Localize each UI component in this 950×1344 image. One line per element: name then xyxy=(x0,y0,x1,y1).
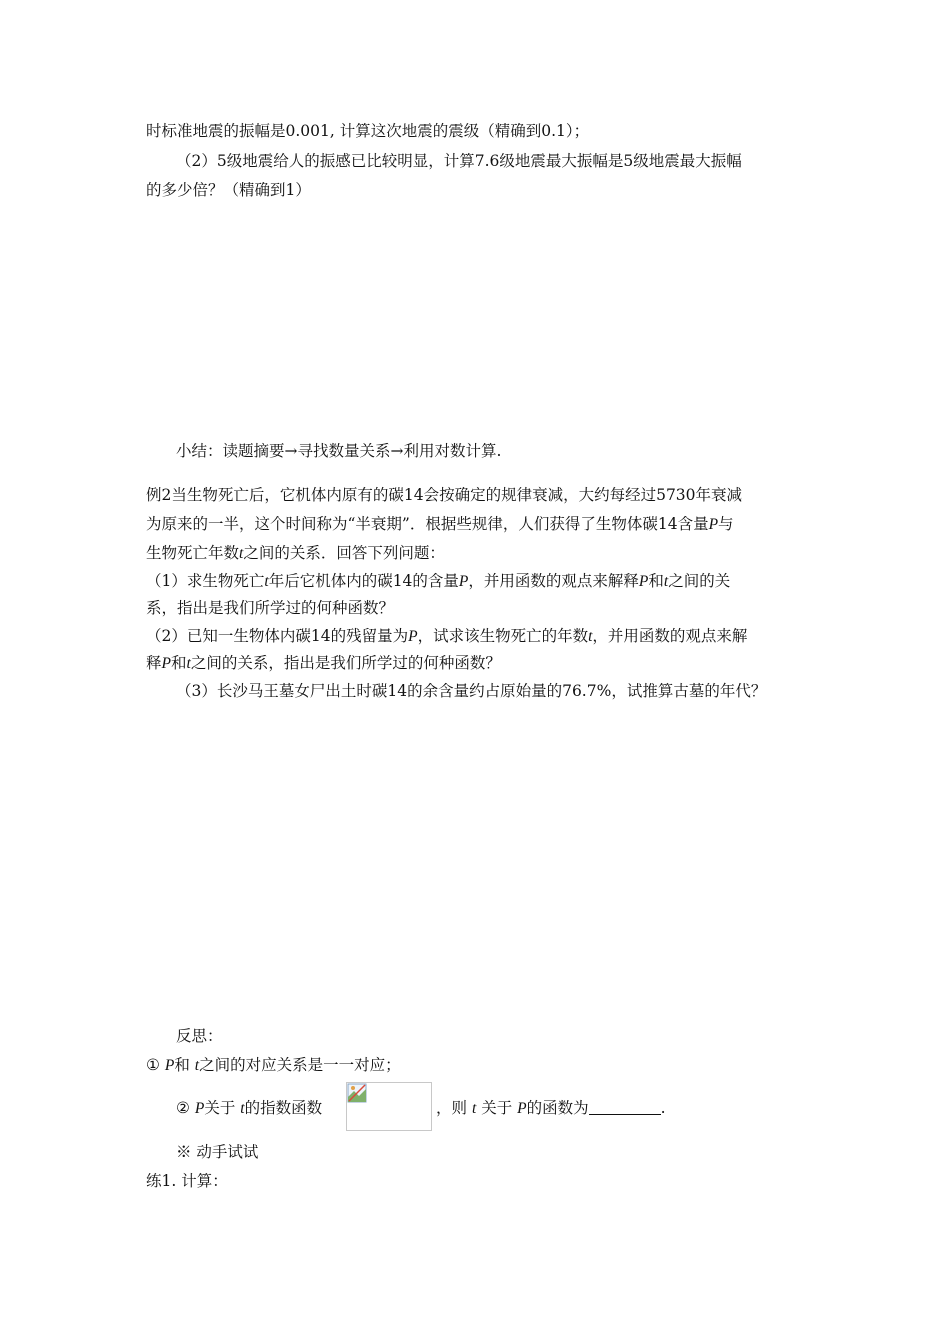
var-p: P xyxy=(194,1100,205,1117)
var-p: P xyxy=(458,573,469,590)
text: 年后它机体内的碳14的含量 xyxy=(268,572,459,590)
var-p: P xyxy=(708,516,719,533)
reflection-item-2-left xyxy=(176,1098,322,1119)
text: 与 xyxy=(718,515,734,533)
text: 和 xyxy=(170,654,187,672)
reflection-item-2-right xyxy=(436,1098,666,1119)
text: 关于 xyxy=(481,1099,513,1117)
var-t: t xyxy=(194,1057,200,1074)
text: ，试求该生物死亡的年数 xyxy=(417,627,589,645)
practice-1: 练1. 计算： xyxy=(146,1172,228,1190)
text: ，则 xyxy=(436,1099,468,1117)
broken-image-icon xyxy=(347,1083,367,1103)
try-it-heading: ※ 动手试试 xyxy=(176,1143,259,1161)
text: 的指数函数 xyxy=(244,1099,323,1117)
text: 生物死亡年数 xyxy=(146,544,240,562)
text: （1）求生物死亡 xyxy=(146,572,265,590)
circled-number: ② xyxy=(176,1099,190,1117)
text: 之间的关系．回答下列问题： xyxy=(243,544,445,562)
question-2-line-2 xyxy=(146,653,501,674)
text: ，并用函数的观点来解释 xyxy=(468,572,639,590)
text: 之间的关系，指出是我们所学过的何种函数？ xyxy=(190,654,501,672)
question-1-line-1 xyxy=(146,571,730,592)
text: . xyxy=(660,1099,666,1117)
reflection-item-1 xyxy=(146,1055,401,1076)
var-t: t xyxy=(663,573,669,590)
circled-number: ① xyxy=(146,1056,160,1074)
text: 之间的关 xyxy=(668,572,731,590)
text: 的函数为 xyxy=(526,1099,589,1117)
text: ，并用函数的观点来解 xyxy=(592,627,748,645)
text: 和 xyxy=(648,572,664,590)
text: 为原来的一半，这个时间称为“半衰期”．根据些规律，人们获得了生物体碳14含量 xyxy=(146,515,709,533)
var-t: t xyxy=(239,545,244,562)
text: 和 xyxy=(174,1056,190,1074)
var-t: t xyxy=(588,628,593,645)
var-p: P xyxy=(408,628,418,645)
var-p: P xyxy=(638,573,649,590)
var-t: t xyxy=(240,1100,245,1117)
formula-image-placeholder xyxy=(346,1082,432,1131)
q1-line-1: 时标准地震的振幅是0.001, 计算这次地震的震级（精确到0.1）； xyxy=(146,122,590,140)
text: 关于 xyxy=(204,1099,236,1117)
example-2-line-1: 例2当生物死亡后，它机体内原有的碳14会按确定的规律衰减，大约每经过5730年衰减 xyxy=(146,486,743,504)
question-2-line-1 xyxy=(146,626,747,647)
var-p: P xyxy=(164,1057,175,1074)
reflection-title: 反思： xyxy=(176,1027,223,1045)
question-3: （3）长沙马王墓女尸出土时碳14的余含量约占原始量的76.7%，试推算古墓的年代？ xyxy=(176,682,767,700)
example-2-line-2 xyxy=(146,514,734,535)
example-2-line-3 xyxy=(146,543,445,564)
text: 释 xyxy=(146,654,162,672)
var-t: t xyxy=(471,1100,477,1117)
answer-blank[interactable] xyxy=(589,1099,661,1115)
text: 之间的对应关系是一一对应； xyxy=(199,1056,401,1074)
var-p: P xyxy=(517,1100,527,1117)
q1-line-2: （2）5级地震给人的振感已比较明显，计算7.6级地震最大振幅是5级地震最大振幅 xyxy=(176,152,742,170)
summary: 小结：读题摘要→寻找数量关系→利用对数计算. xyxy=(176,442,502,460)
var-t: t xyxy=(264,573,269,590)
var-t: t xyxy=(186,655,191,672)
q1-line-3: 的多少倍？（精确到1） xyxy=(146,181,311,199)
text: （2）已知一生物体内碳14的残留量为 xyxy=(146,627,409,645)
question-1-line-2: 系，指出是我们所学过的何种函数？ xyxy=(146,599,395,617)
var-p: P xyxy=(161,655,171,672)
